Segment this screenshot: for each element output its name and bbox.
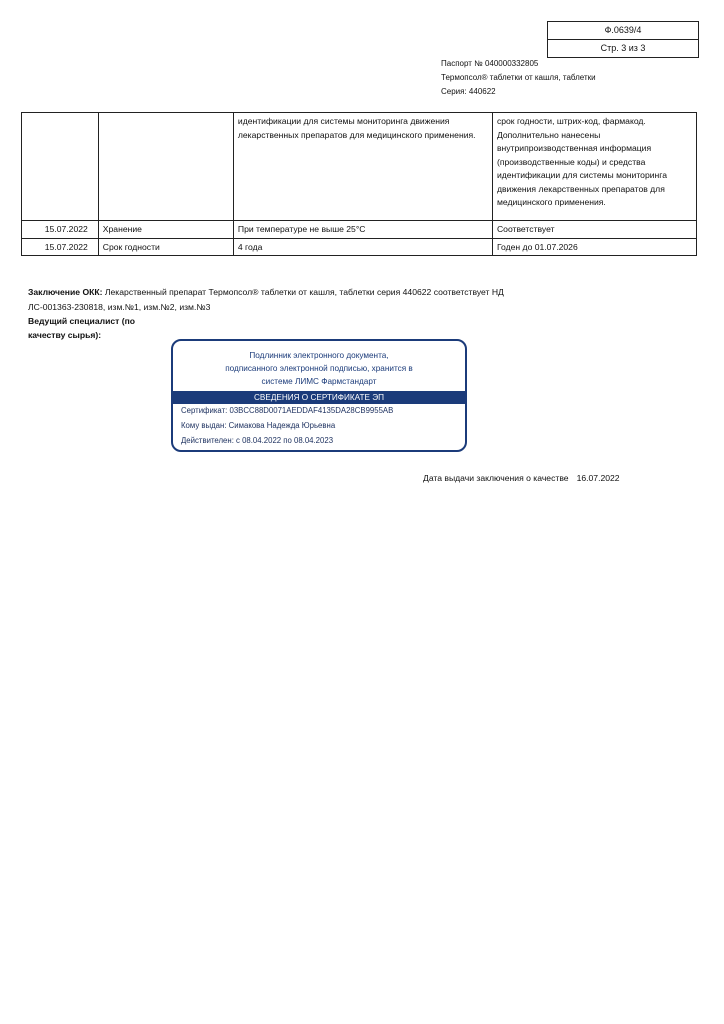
stamp-certificate-id: Сертификат: 03BCC88D0071AEDDAF4135DA28CB9955AB xyxy=(181,406,394,415)
lead-specialist: Ведущий специалист (по качеству сырья): xyxy=(28,316,136,340)
electronic-signature-stamp xyxy=(171,339,467,452)
row-name xyxy=(98,113,233,221)
page-number: Стр. 3 из 3 xyxy=(548,39,698,57)
qc-conclusion xyxy=(28,285,548,314)
row-requirement: 4 года xyxy=(233,238,492,256)
row-name: Хранение xyxy=(98,221,233,239)
stamp-validity: Действителен: с 08.04.2022 по 08.04.2023 xyxy=(181,436,334,445)
stamp-issued-to: Кому выдан: Симакова Надежда Юрьевна xyxy=(181,421,336,430)
row-date: 15.07.2022 xyxy=(22,221,99,239)
stamp-header-line: системе ЛИМС Фармстандарт xyxy=(261,377,377,386)
conclusion-text: Лекарственный препарат Термопсол® таблетки от кашля, таблетки серия 440622 соответствует НД ЛС-001363-230818, изм.№1, изм.№2, изм.№3 xyxy=(28,287,504,312)
row-result: Соответствует xyxy=(492,221,696,239)
issue-date-line xyxy=(423,473,620,483)
table-row xyxy=(22,238,697,256)
table-row xyxy=(22,221,697,239)
row-result: срок годности, штрих-код, фармакод. Дополнительно нанесены внутрипроизводственная информация (производственные коды) и средства идентификации для системы мониторинга движения лекарственных препаратов для медицинского применения. xyxy=(492,113,696,221)
row-result: Годен до 01.07.2026 xyxy=(492,238,696,256)
form-code-box xyxy=(547,21,699,58)
stamp-header-line: Подлинник электронного документа, xyxy=(249,351,389,360)
issue-date-label: Дата выдачи заключения о качестве xyxy=(423,473,569,483)
row-name: Срок годности xyxy=(98,238,233,256)
stamp-header-line: подписанного электронной подписью, хранится в xyxy=(225,364,413,373)
passport-block xyxy=(441,57,596,99)
passport-series: Серия: 440622 xyxy=(441,87,496,96)
table-row xyxy=(22,113,697,221)
test-results-table xyxy=(21,112,697,256)
row-date xyxy=(22,113,99,221)
row-requirement: При температуре не выше 25°С xyxy=(233,221,492,239)
passport-product: Термопсол® таблетки от кашля, таблетки xyxy=(441,73,596,82)
passport-number: Паспорт № 040000332805 xyxy=(441,59,539,68)
issue-date-value: 16.07.2022 xyxy=(576,473,620,483)
row-requirement: идентификации для системы мониторинга движения лекарственных препаратов для медицинского применения. xyxy=(233,113,492,221)
form-code: Ф.0639/4 xyxy=(604,25,642,35)
row-date: 15.07.2022 xyxy=(22,238,99,256)
stamp-header xyxy=(173,349,465,388)
conclusion-label: Заключение ОКК: xyxy=(28,287,103,297)
stamp-certificate-bar: СВЕДЕНИЯ О СЕРТИФИКАТЕ ЭП xyxy=(173,391,465,404)
